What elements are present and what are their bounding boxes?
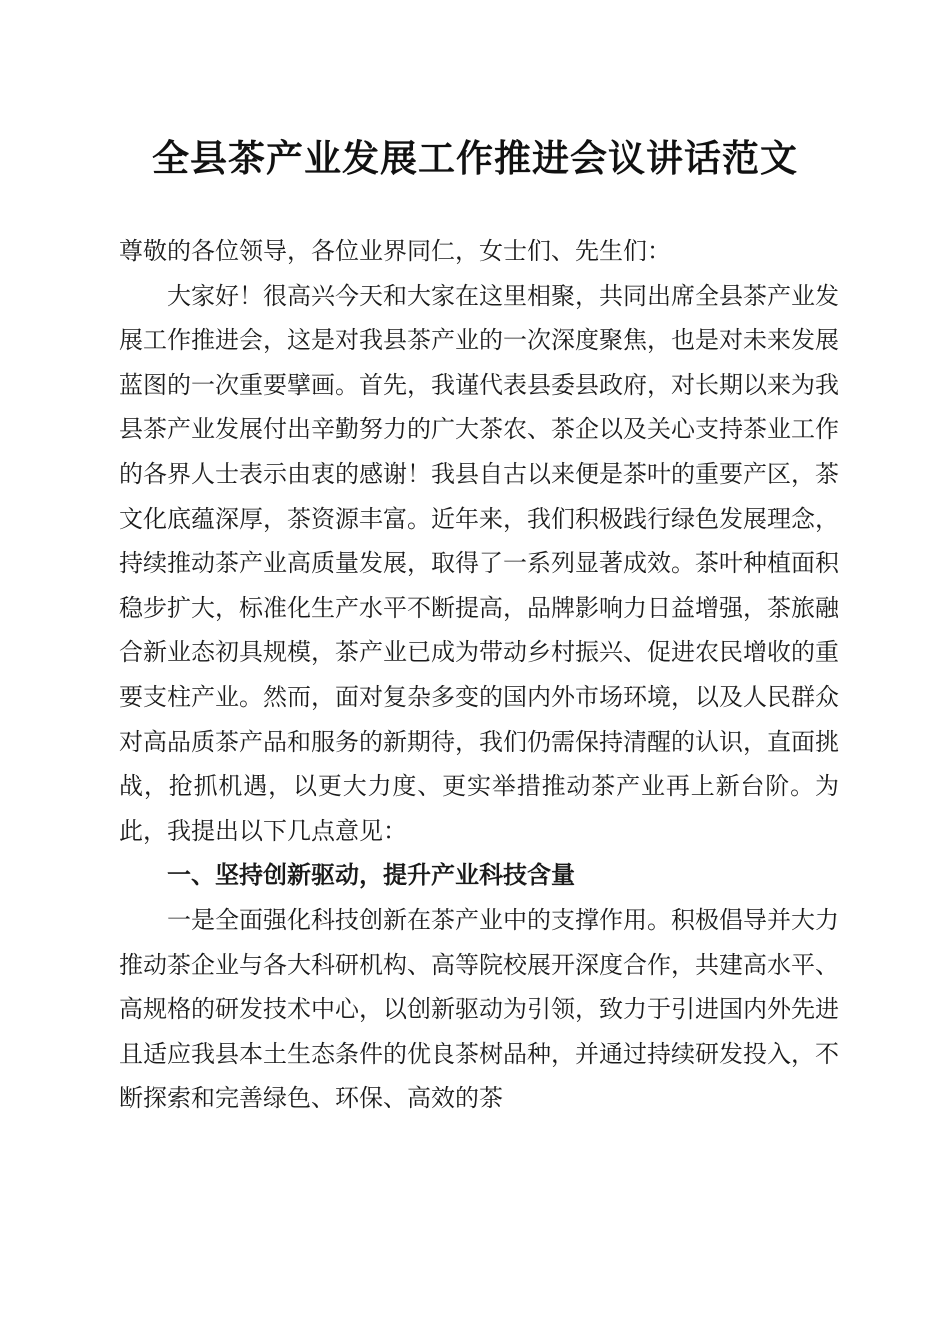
section-heading-1: 一、坚持创新驱动，提升产业科技含量 <box>167 861 575 890</box>
salutation: 尊敬的各位领导，各位业界同仁，女士们、先生们： <box>119 237 671 265</box>
intro-paragraph: 大家好！很高兴今天和大家在这里相聚，共同出席全县茶产业发展工作推进会，这是对我县茶产业的一次深度聚焦，也是对未来发展蓝图的一次重要擘画。首先，我谨代表县委县政府，对长期以来为我县茶产业发展付出辛勤努力的广大茶农、茶企以及关心支持茶业工作的各界人士表示由衷的感谢！我县自古以来便是茶叶的重要产区，茶文化底蕴深厚，茶资源丰富。近年来，我们积极践行绿色发展理念，持续推动茶产业高质量发展，取得了一系列显著成效。茶叶种植面积稳步扩大，标准化生产水平不断提高，品牌影响力日益增强，茶旅融合新业态初具规模，茶产业已成为带动乡村振兴、促进农民增收的重要支柱产业。然而，面对复杂多变的国内外市场环境，以及人民群众对高品质茶产品和服务的新期待，我们仍需保持清醒的认识，直面挑战，抢抓机遇，以更大力度、更实举措推动茶产业再上新台阶。为此，我提出以下几点意见： <box>119 281 839 845</box>
section-1-paragraph-1: 一是全面强化科技创新在茶产业中的支撑作用。积极倡导并大力推动茶企业与各大科研机构、高等院校展开深度合作，共建高水平、高规格的研发技术中心，以创新驱动为引领，致力于引进国内外先进且适应我县本土生态条件的优良茶树品种，并通过持续研发投入，不断探索和完善绿色、环保、高效的茶 <box>119 905 839 1113</box>
document-body <box>119 229 839 1121</box>
document-title: 全县茶产业发展工作推进会议讲话范文 <box>152 136 798 180</box>
